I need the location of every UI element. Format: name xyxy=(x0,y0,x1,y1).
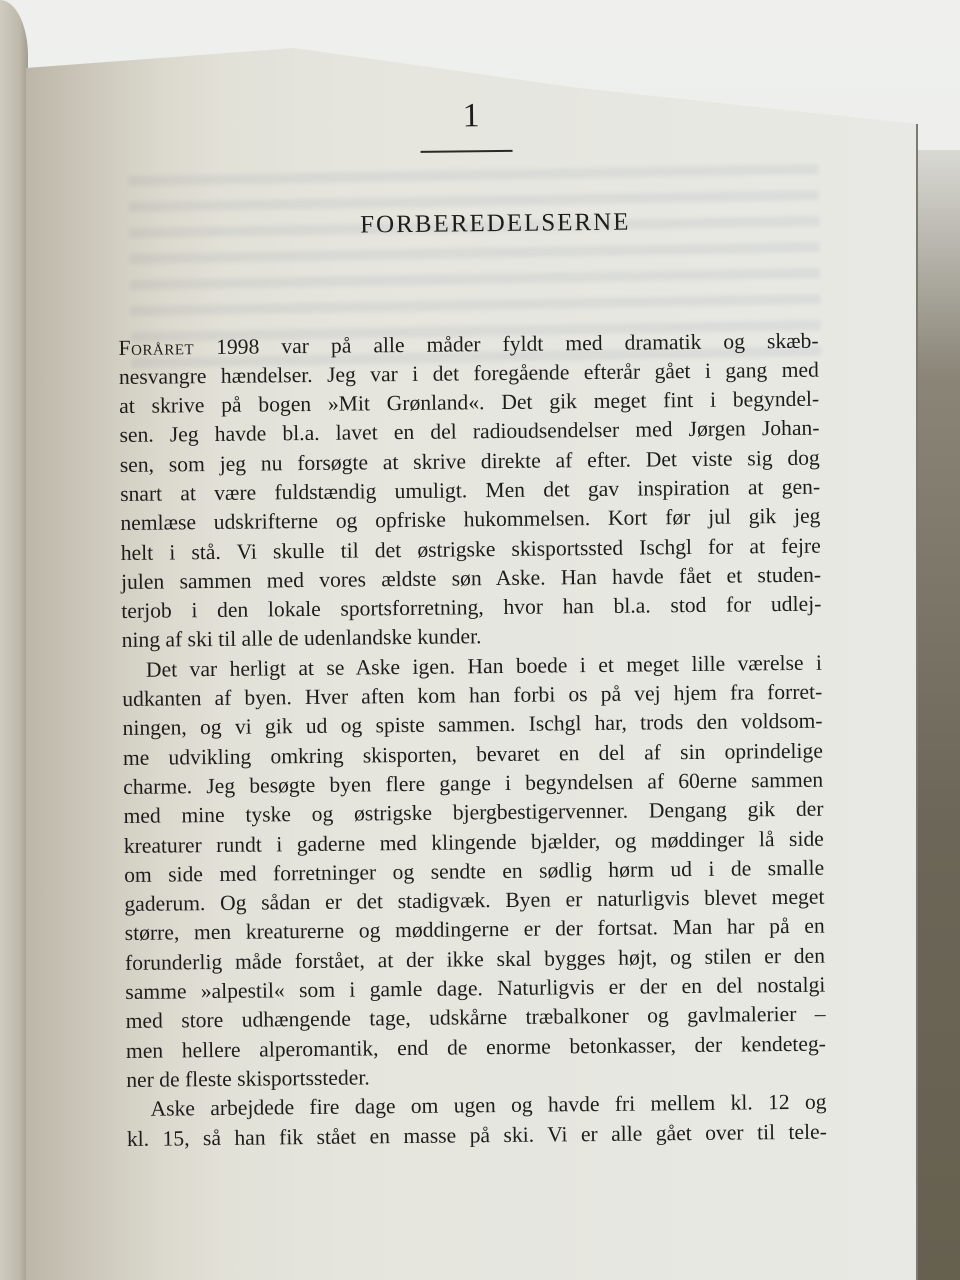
line-text: 1998 var på alle måder fyldt med dramatik og skæb- xyxy=(193,328,819,359)
text-line: ner de fleste skisportssteder. xyxy=(126,1065,370,1092)
chapter-title: FORBEREDELSERNE xyxy=(360,208,631,238)
chapter-number: 1 xyxy=(462,97,480,135)
text-line: terjob i den lokale sportsforretning, hvor han bl.a. stod for udlej- xyxy=(121,591,822,624)
paragraph-1 xyxy=(118,326,821,656)
text-line: om side med forretninger og sendte en sødlig hørm ud i de smalle xyxy=(123,855,825,887)
text-line: kl. 15, så han fik stået en masse på ski. Vi er alle gået over til tele- xyxy=(126,1119,827,1151)
text-line: med mine tyske og østrigske bjergbestigervenner. Dengang gik der xyxy=(123,796,824,829)
text-line: helt i stå. Vi skulle til det østrigske skisportssted Ischgl for at fejre xyxy=(120,533,821,565)
text-line: kreaturer rundt i gaderne med klingende bjælder, og møddinger lå side xyxy=(123,826,824,858)
text-line: forunderlig måde forstået, at der ikke skal bygges højt, og stilen er den xyxy=(124,943,826,975)
lead-word: Foråret xyxy=(118,334,195,360)
text-line: charme. Jeg besøgte byen flere gange i begyndelsen af 60erne sammen xyxy=(123,767,824,799)
text-line: snart at være fuldstændig umuligt. Men det gav inspiration at gen- xyxy=(120,474,821,506)
page-shadow xyxy=(916,150,960,1280)
text-line: udkanten af byen. Hver aften kom han forbi os på vej hjem fra forret- xyxy=(122,679,823,712)
text-line: gaderum. Og sådan er det stadigvæk. Byen er naturligvis blevet meget xyxy=(124,884,825,917)
left-facing-page xyxy=(0,0,28,1280)
chapter-divider xyxy=(421,150,513,152)
body-text xyxy=(118,326,827,1154)
page-content xyxy=(116,93,827,1154)
text-line: ning af ski til alle de udenlandske kunder. xyxy=(121,624,482,653)
text-line: sen. Jeg havde bl.a. lavet en del radioudsendelser med Jørgen Johan- xyxy=(119,416,820,448)
page-edge xyxy=(916,124,918,1280)
text-line: med store udhængende tage, udskårne træbalkoner og gavlmalerier – xyxy=(125,1001,826,1034)
text-line: Det var herligt at se Aske igen. Han boede i et meget lille værelse i xyxy=(145,650,823,682)
text-line: nesvangre hændelser. Jeg var i det foregående efterår gået i gang med xyxy=(118,357,819,389)
text-line: samme »alpestil« som i gamle dage. Naturligvis er der en del nostalgi xyxy=(125,972,826,1004)
text-line: ningen, og vi gik ud og spiste sammen. Ischgl har, trods den voldsom- xyxy=(122,708,823,741)
text-line: julen sammen med vores ældste søn Aske. Han havde fået et studen- xyxy=(120,562,822,594)
text-line: større, men kreaturerne og møddingerne er der fortsat. Man har på en xyxy=(124,914,825,946)
text-line: sen, som jeg nu forsøgte at skrive direkte af efter. Det viste sig dog xyxy=(119,445,820,477)
paragraph-3 xyxy=(126,1088,827,1154)
text-line: me udvikling omkring skisporten, bevaret en del af sin oprindelige xyxy=(122,738,823,770)
text-line: at skrive på bogen »Mit Grønland«. Det gik meget fint i begyndel- xyxy=(119,386,820,419)
text-line: Aske arbejdede fire dage om ugen og havde fri mellem kl. 12 og xyxy=(150,1089,827,1121)
text-line: nemlæse udskrifterne og opfriske hukommelsen. Kort før jul gik jeg xyxy=(120,503,821,536)
paragraph-2 xyxy=(122,648,827,1095)
text-line: men hellere alperomantik, end de enorme betonkasser, der kendeteg- xyxy=(125,1031,827,1063)
